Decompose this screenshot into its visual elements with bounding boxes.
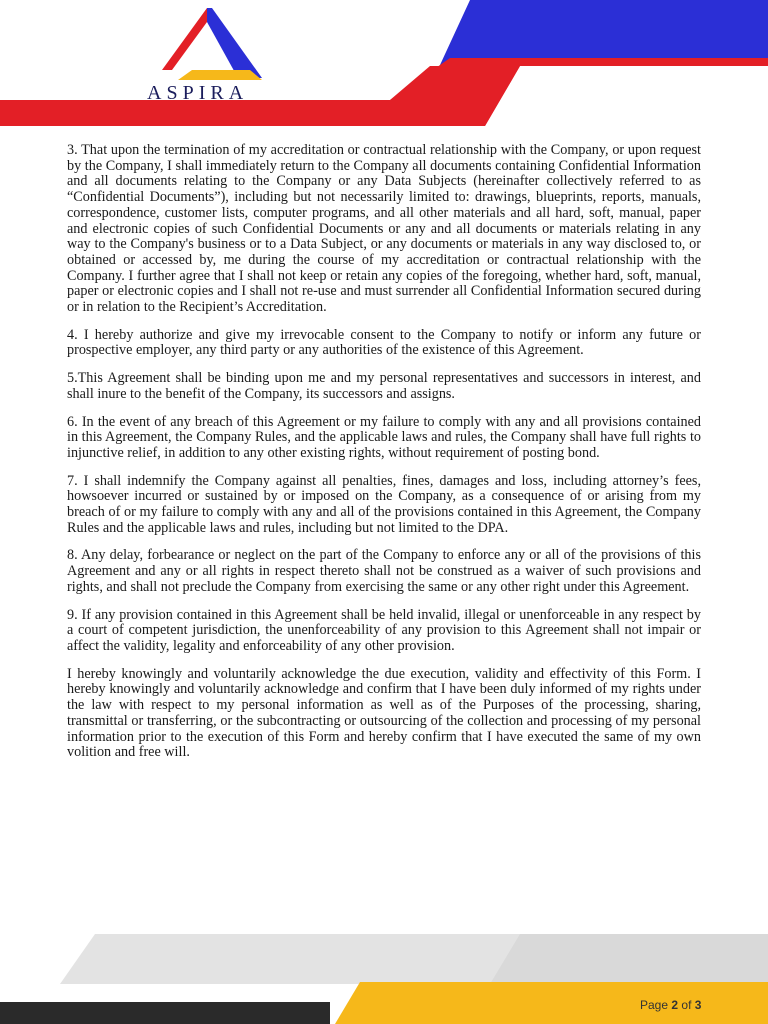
brand-wordmark: ASPIRA — [147, 82, 249, 104]
clause-3: 3. That upon the termination of my accreditation or contractual relationship with the Company, or upon request by the Company, I shall immediately return to the Company all documents containing Confidential Information and all documents relating to the Company or any Data Subjects (hereinafter collectively referred to as “Confidential Documents”), including but not necessarily limited to: drawings, blueprints, reports, manuals, correspondence, customer lists, computer programs, and all other materials and all hard, soft, manual, paper and electronic copies of such Confidential Documents or any and all documents or materials relating in any way to the Company's business or to a Data Subject, or any documents or materials in any way disclosed to, or obtained or accessed by, me during the course of my accreditation or contractual relationship with the Company. I further agree that I shall not keep or retain any copies of the foregoing, whether hard, soft, manual, paper or electronic copies and I shall not re-use and must surrender all Confidential Information secured during or in relation to the Recipient’s Accreditation. — [67, 142, 701, 316]
page-number: Page 2 of 3 — [640, 998, 702, 1012]
clause-6: 6. In the event of any breach of this Agreement or my failure to comply with any and all provisions contained in this Agreement, the Company Rules, and the applicable laws and rules, the Company shall have full rights to injunctive relief, in addition to any other existing rights, without requirement of posting bond. — [67, 413, 701, 461]
clause-5: 5.This Agreement shall be binding upon me and my personal representatives and successors in interest, and shall inure to the benefit of the Company, its successors and assigns. — [67, 370, 701, 402]
clause-4: 4. I hereby authorize and give my irrevocable consent to the Company to notify or inform any future or prospective employer, any third party or any authorities of the existence of this Agreement. — [67, 326, 701, 359]
acknowledgement-paragraph: I hereby knowingly and voluntarily acknowledge the due execution, validity and effectivity of this Form. I hereby knowingly and voluntarily acknowledge and confirm that I have been duly informed of my rights under the law with respect to my personal information as well as of the Purposes of the processing, sharing, transmittal or transferring, or the subcontracting or outsourcing of the collection and processing of my personal information prior to the execution of this Form and hereby confirm that I have executed the same of my own volition and free will. — [67, 665, 701, 761]
footer-yellow-band — [335, 982, 768, 1024]
header-banner — [0, 0, 768, 130]
footer-gray-band-light — [490, 934, 768, 984]
current-page: 2 — [671, 998, 679, 1012]
header-red-band-fill — [0, 66, 520, 126]
document-body — [67, 143, 701, 773]
header-blue-band — [440, 0, 768, 65]
clause-9: 9. If any provision contained in this Agreement shall be held invalid, illegal or unenforceable in any respect by a court of competent jurisdiction, the unenforceability of any provision to this Agreement shall not impair or affect the validity, legality and enforceability of any other provision. — [67, 606, 701, 654]
footer-dark-band — [0, 1002, 330, 1024]
clause-7: 7. I shall indemnify the Company against all penalties, fines, damages and loss, including attorney’s fees, howsoever incurred or sustained by or imposed on the Company, as a consequence of or arising from my breach of or my failure to comply with any and all of the provisions contained in this Agreement, the Company Rules and the applicable laws and rules, including but not limited to the DPA. — [67, 472, 701, 536]
total-pages: 3 — [694, 998, 702, 1012]
clause-8: 8. Any delay, forbearance or neglect on the part of the Company to enforce any or all of the provisions of this Agreement and any or all rights in respect thereto shall not be construed as a waiver of such provisions and rights, and shall not preclude the Company from exercising the same or any other right under this Agreement. — [67, 547, 701, 595]
aspira-logo-icon — [162, 8, 262, 80]
